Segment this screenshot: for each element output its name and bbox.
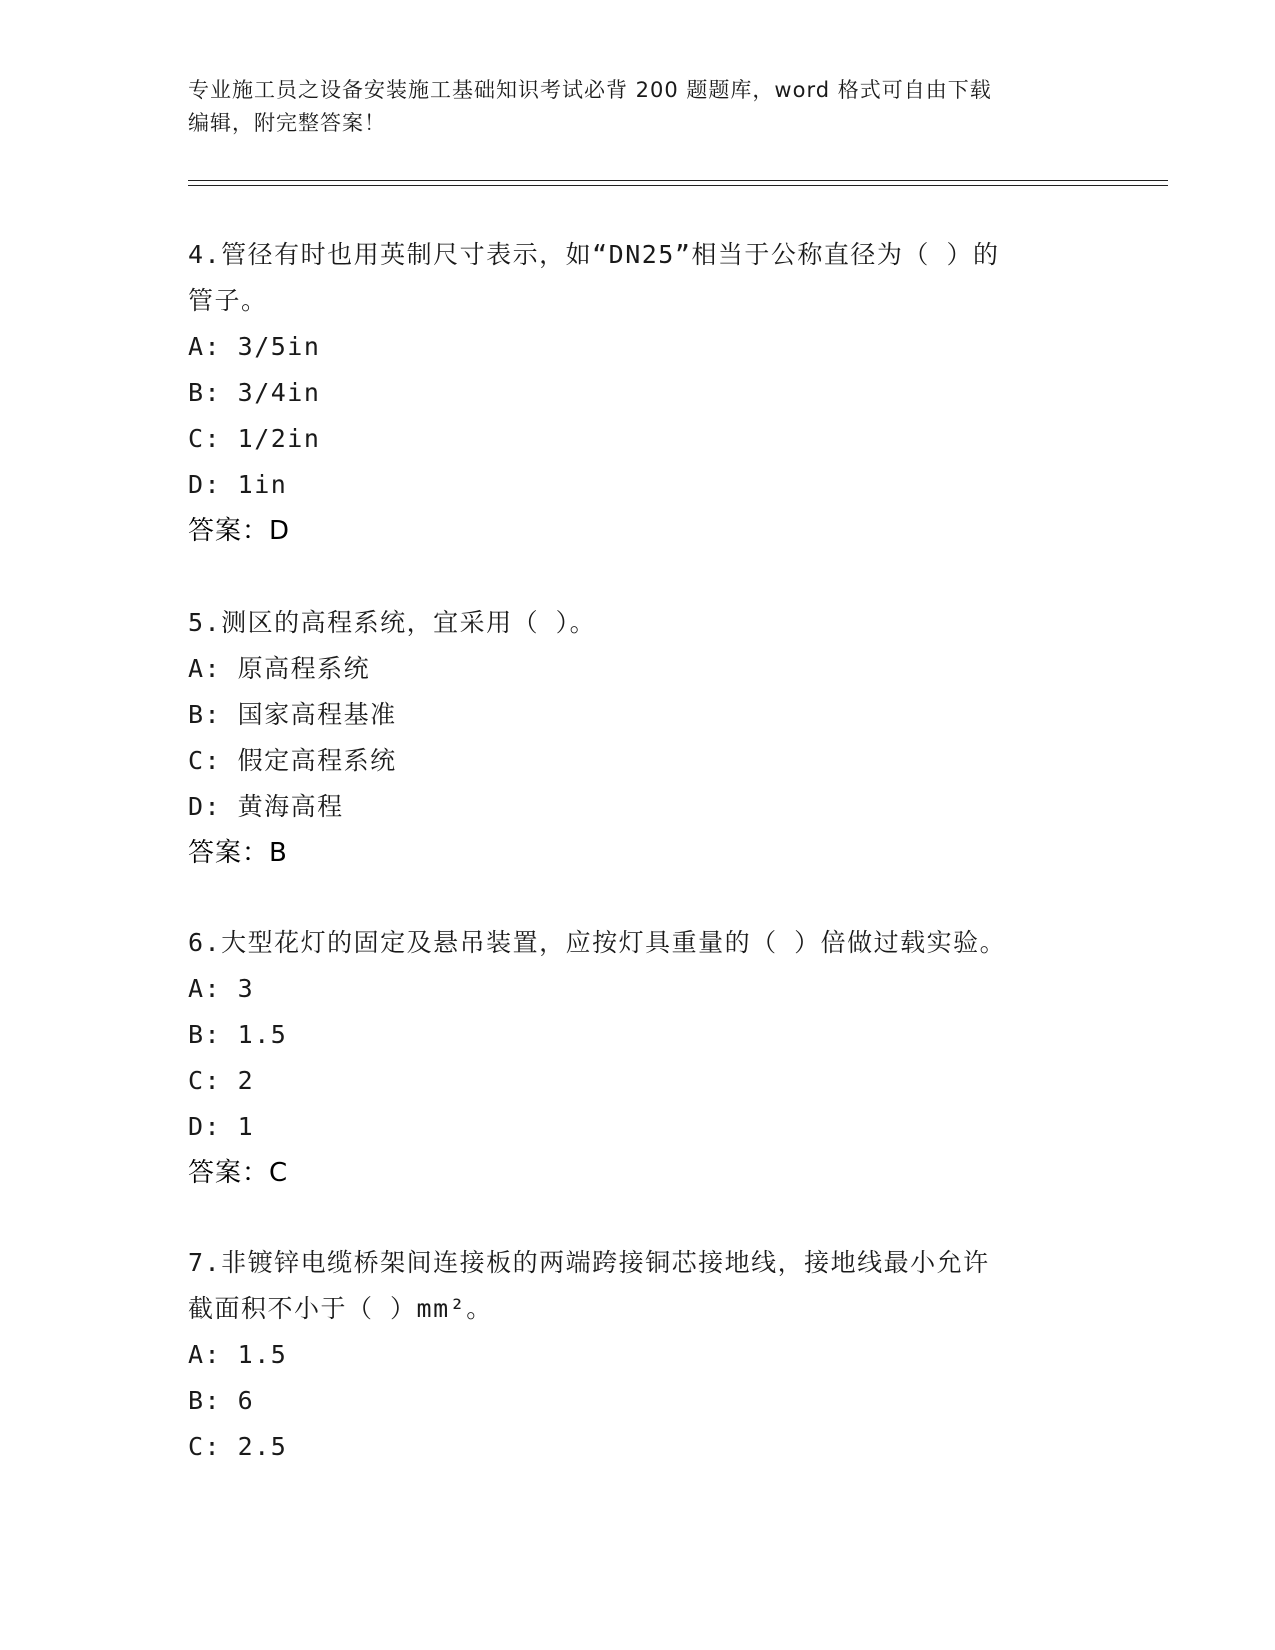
option-d: D: 黄海高程 (188, 792, 344, 821)
question-stem-continued: 截面积不小于（ ）mm²。 (188, 1294, 493, 1323)
option-b: B: 6 (188, 1386, 255, 1415)
option-a: A: 1.5 (188, 1340, 288, 1369)
question-7 (188, 1240, 1088, 1470)
document-header (188, 74, 1088, 140)
answer: 答案：C (188, 1158, 289, 1188)
option-a: A: 3 (188, 974, 255, 1003)
answer: 答案：D (188, 516, 291, 546)
header-line-1: 专业施工员之设备安装施工基础知识考试必背 200 题题库，word 格式可自由下载 (188, 78, 992, 102)
question-stem: 7.非镀锌电缆桥架间连接板的两端跨接铜芯接地线，接地线最小允许 (188, 1248, 990, 1277)
answer: 答案：B (188, 838, 288, 868)
question-5 (188, 600, 1088, 876)
header-divider-bottom (188, 185, 1168, 186)
option-c: C: 2 (188, 1066, 255, 1095)
option-c: C: 假定高程系统 (188, 746, 397, 775)
option-b: B: 1.5 (188, 1020, 288, 1049)
question-stem: 5.测区的高程系统，宜采用（ ）。 (188, 608, 597, 637)
option-a: A: 3/5in (188, 332, 321, 361)
option-b: B: 国家高程基准 (188, 700, 397, 729)
option-b: B: 3/4in (188, 378, 321, 407)
header-divider-top (188, 180, 1168, 181)
header-line-2: 编辑，附完整答案！ (188, 111, 386, 135)
option-a: A: 原高程系统 (188, 654, 371, 683)
question-4 (188, 232, 1088, 554)
option-c: C: 1/2in (188, 424, 321, 453)
question-6 (188, 920, 1088, 1196)
question-stem-continued: 管子。 (188, 286, 268, 315)
question-stem: 6.大型花灯的固定及悬吊装置，应按灯具重量的（ ）倍做过载实验。 (188, 928, 1007, 957)
option-d: D: 1 (188, 1112, 255, 1141)
option-d: D: 1in (188, 470, 288, 499)
question-stem: 4.管径有时也用英制尺寸表示，如“DN25”相当于公称直径为（ ）的 (188, 240, 1000, 269)
option-c: C: 2.5 (188, 1432, 288, 1461)
